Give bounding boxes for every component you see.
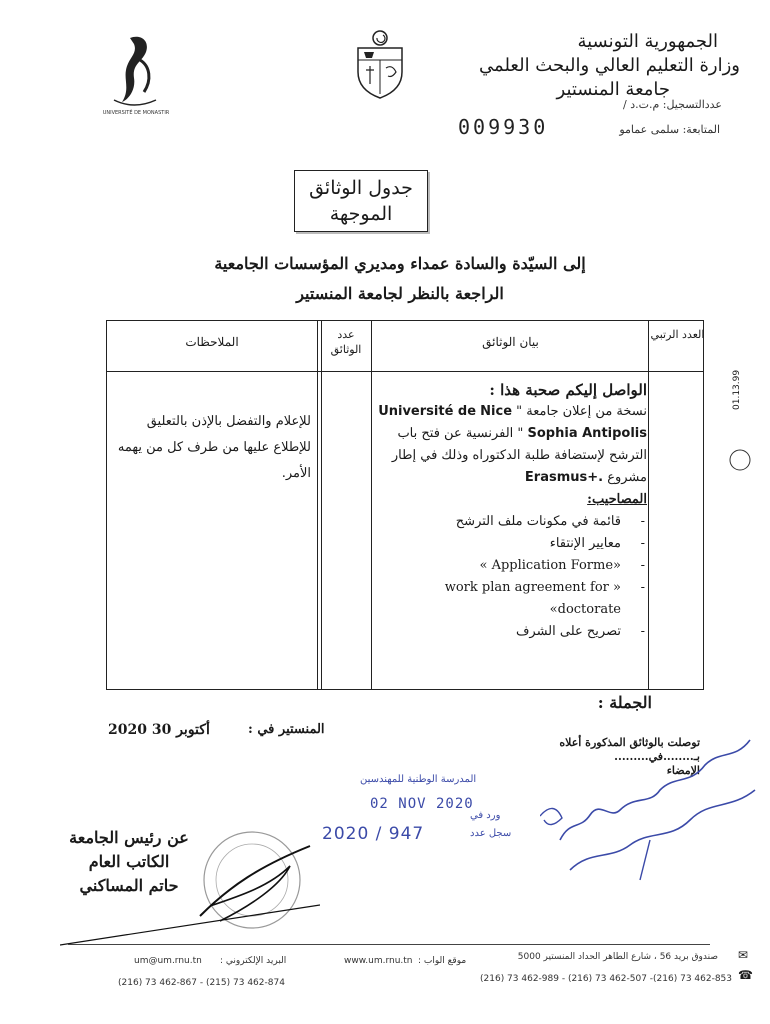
follow-up: المتابعة: سلمى عمامو xyxy=(619,123,720,136)
stamp-register: سجل عدد xyxy=(470,828,512,839)
date-value: 2020 أكتوبر 30 xyxy=(108,722,210,738)
list-item: - « work plan agreement for doctorate» xyxy=(375,577,621,621)
stamp-date: 02 NOV 2020 xyxy=(370,796,474,812)
header-serial: العدد الرتبي xyxy=(650,328,705,341)
receipt-line-3: الإمضاء xyxy=(666,764,700,777)
footer-phones-left: (216) 73 462-867 - (215) 73 462-874 xyxy=(118,978,285,988)
signatory-block xyxy=(54,826,204,898)
attachments-list xyxy=(375,511,647,643)
receipt-line-1: توصلت بالوثائق المذكورة أعلاه xyxy=(559,736,700,749)
total-label: الجملة : xyxy=(597,693,652,712)
footer-website-label: موقع الواب : xyxy=(418,956,467,966)
signatory-line-1: عن رئيس الجامعة xyxy=(69,828,189,847)
university-logo xyxy=(100,30,170,120)
registration-number: 009930 xyxy=(458,115,549,139)
tunisia-crest-icon xyxy=(348,28,412,100)
footer-website: www.um.rnu.tn xyxy=(344,956,413,966)
docs-latin-2: Nice Sophia Antipolis xyxy=(480,404,647,441)
stamp-arrival: ورد في xyxy=(470,810,501,821)
signatory-line-2: الكاتب العام xyxy=(88,852,170,871)
ministry-name: وزارة التعليم العالي والبحث العلمي xyxy=(479,55,740,76)
footer-email-label: البريد الإلكتروني : xyxy=(220,956,287,966)
handwritten-note xyxy=(540,720,770,890)
title-line-2: الموجهة xyxy=(329,203,393,225)
docs-heading: الواصل إليكم صحبة هذا : xyxy=(489,381,647,399)
list-item: - معايير الإنتقاء xyxy=(375,533,621,555)
header-remarks: الملاحظات xyxy=(185,335,239,349)
phone-icon: ☎ xyxy=(738,968,753,982)
letterhead xyxy=(440,30,740,102)
registration-label: عددالتسجيل: م.ت.د / xyxy=(623,98,722,111)
header-docs: بيان الوثائق xyxy=(482,335,539,349)
mail-icon: ✉ xyxy=(738,948,749,962)
docs-latin-3: Erasmus+. xyxy=(524,470,604,485)
republic-name: الجمهورية التونسية xyxy=(577,31,718,52)
footer-phones-right: (216) 73 462-989 - (216) 73 462-507 -(216) 73 462-853 xyxy=(480,974,733,984)
receipt-line-2: بـ........في......... xyxy=(614,750,700,763)
docs-text-2: " الفرنسية عن فتح باب الترشح لإستضافة طلبة الدكتوراه وذلك في إطار مشروع xyxy=(391,426,647,485)
addressee-line-1: إلى السيّدة والسادة عمداء ومديري المؤسسات الجامعية xyxy=(214,254,586,273)
docs-latin-1: Université de xyxy=(378,404,477,419)
stamp-number: 2020 / 947 xyxy=(322,824,425,844)
stamp-school: المدرسة الوطنية للمهندسين xyxy=(360,774,477,785)
signature-stroke xyxy=(60,900,320,950)
side-stamp xyxy=(728,369,768,500)
date-label: المنستير في : xyxy=(248,722,325,737)
received-stamp xyxy=(320,770,540,850)
footer-divider xyxy=(68,944,710,945)
header-count: عدد الوثائق xyxy=(330,328,362,356)
footer-email: um@um.rnu.tn xyxy=(134,956,202,966)
attachments-label: المصاحيب: xyxy=(587,492,647,507)
signatory-line-3: حاتم المساكني xyxy=(79,876,179,895)
title-line-1: جدول الوثائق xyxy=(309,177,413,199)
addressee-line-2: الراجعة بالنظر لجامعة المنستير xyxy=(296,284,504,303)
docs-cell xyxy=(375,379,647,643)
logo-caption: UNIVERSITÉ DE MONASTIR xyxy=(102,110,170,116)
document-title xyxy=(294,170,428,232)
documents-table xyxy=(106,320,704,690)
list-item: - قائمة في مكونات ملف الترشح xyxy=(375,511,621,533)
side-stamp-code: 01.13.99 xyxy=(732,369,742,410)
list-item: - «Application Forme » xyxy=(375,555,621,577)
remarks-text: للإعلام والتفضل بالإذن بالتعليق للإطلاع عليها من طرف كل من يهمه الأمر. xyxy=(117,414,311,481)
list-item: - تصريح على الشرف xyxy=(375,621,621,643)
docs-text-1: نسخة من إعلان جامعة " xyxy=(516,404,647,419)
footer-postal: صندوق بريد 56 ، شارع الطاهر الحداد المنستير 5000 xyxy=(517,952,718,962)
university-name: جامعة المنستير xyxy=(556,79,670,100)
